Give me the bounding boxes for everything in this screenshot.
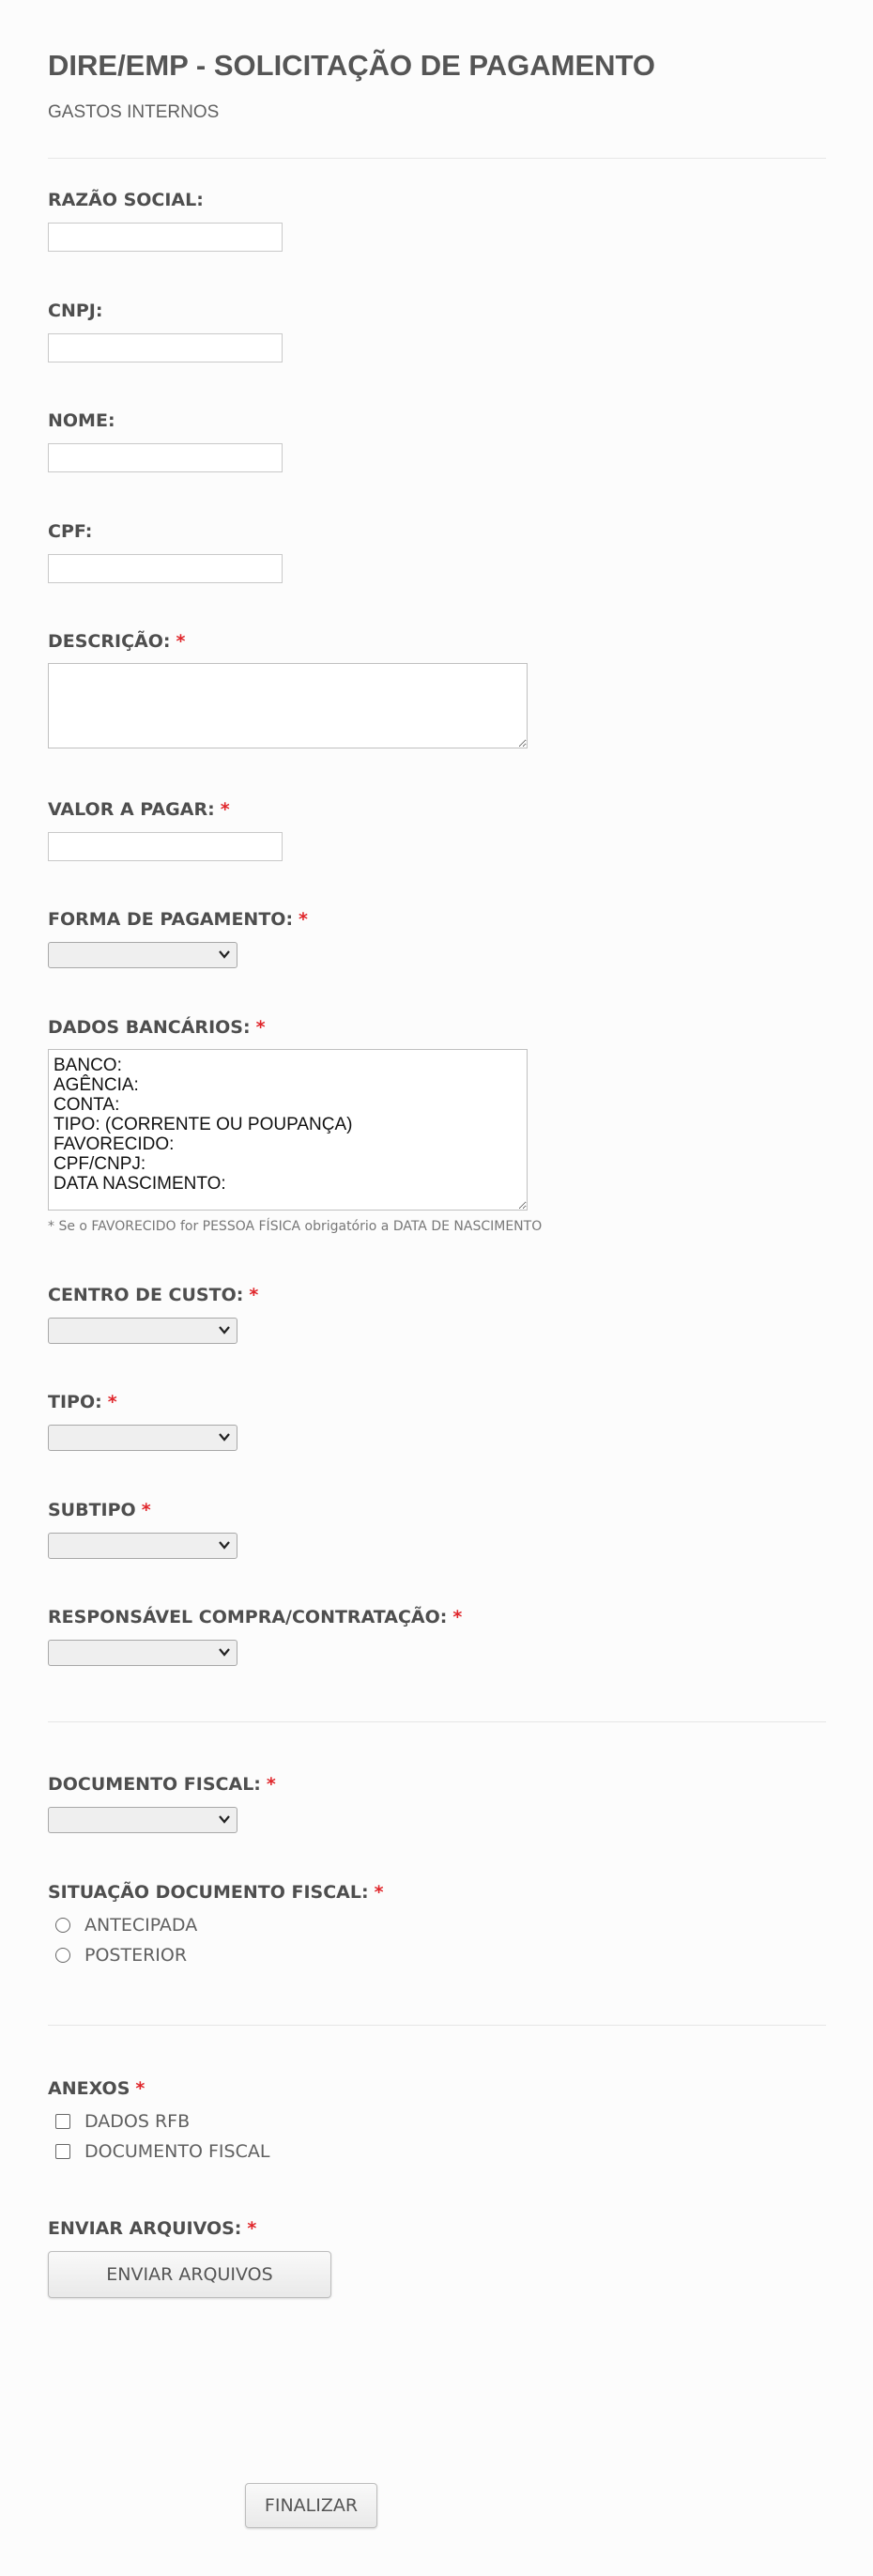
form-title: DIRE/EMP - SOLICITAÇÃO DE PAGAMENTO <box>48 49 656 82</box>
checkbox[interactable] <box>55 2114 70 2129</box>
chevron-down-icon <box>218 948 231 961</box>
required-marker: * <box>141 1500 151 1520</box>
chevron-down-icon <box>218 1323 231 1336</box>
situacao-documento-fiscal-label: SITUAÇÃO DOCUMENTO FISCAL: * <box>48 1882 384 1903</box>
responsavel-label: RESPONSÁVEL COMPRA/CONTRATAÇÃO: * <box>48 1607 463 1627</box>
descricao-label: DESCRIÇÃO: * <box>48 631 186 652</box>
dados-bancarios-textarea[interactable] <box>48 1049 528 1211</box>
section-divider <box>48 1721 826 1722</box>
cpf-label: CPF: <box>48 521 93 542</box>
razao-social-label: RAZÃO SOCIAL: <box>48 190 204 210</box>
dados-bancarios-label: DADOS BANCÁRIOS: * <box>48 1017 266 1038</box>
chevron-down-icon <box>218 1430 231 1443</box>
centro-de-custo-label: CENTRO DE CUSTO: * <box>48 1285 259 1305</box>
required-marker: * <box>135 2078 146 2099</box>
radio-button[interactable] <box>55 1918 70 1933</box>
upload-files-button[interactable] <box>48 2251 331 2298</box>
radio-button[interactable] <box>55 1948 70 1963</box>
required-marker: * <box>255 1017 266 1038</box>
required-marker: * <box>374 1882 384 1903</box>
forma-de-pagamento-label: FORMA DE PAGAMENTO: * <box>48 909 308 930</box>
header-divider <box>48 158 826 159</box>
checkbox-label: DOCUMENTO FISCAL <box>84 2141 270 2162</box>
responsavel-select[interactable] <box>48 1640 237 1666</box>
dados-bancarios-help: * Se o FAVORECIDO for PESSOA FÍSICA obrigatório a DATA DE NASCIMENTO <box>48 1219 543 1234</box>
nome-label: NOME: <box>48 410 115 431</box>
valor-a-pagar-input[interactable] <box>48 832 283 861</box>
enviar-arquivos-label: ENVIAR ARQUIVOS: * <box>48 2218 257 2239</box>
required-marker: * <box>249 1285 259 1305</box>
submit-button-label: FINALIZAR <box>264 2495 359 2516</box>
subtipo-select[interactable] <box>48 1533 237 1559</box>
tipo-select[interactable] <box>48 1425 237 1451</box>
nome-input[interactable] <box>48 443 283 472</box>
section-divider <box>48 2025 826 2026</box>
required-marker: * <box>107 1392 117 1412</box>
cnpj-input[interactable] <box>48 333 283 362</box>
form-subtitle: GASTOS INTERNOS <box>48 102 220 122</box>
forma-de-pagamento-select[interactable] <box>48 942 237 968</box>
centro-de-custo-select[interactable] <box>48 1318 237 1344</box>
tipo-label: TIPO: * <box>48 1392 117 1412</box>
upload-files-button-label: ENVIAR ARQUIVOS <box>106 2264 273 2285</box>
radio-label: ANTECIPADA <box>84 1915 198 1936</box>
valor-a-pagar-label: VALOR A PAGAR: * <box>48 799 230 820</box>
razao-social-input[interactable] <box>48 223 283 252</box>
required-marker: * <box>176 631 186 652</box>
required-marker: * <box>452 1607 463 1627</box>
required-marker: * <box>220 799 230 820</box>
chevron-down-icon <box>218 1538 231 1551</box>
subtipo-label: SUBTIPO * <box>48 1500 151 1520</box>
required-marker: * <box>247 2218 257 2239</box>
anexos-label: ANEXOS * <box>48 2078 146 2099</box>
documento-fiscal-label: DOCUMENTO FISCAL: * <box>48 1774 276 1795</box>
checkbox-label: DADOS RFB <box>84 2111 191 2132</box>
chevron-down-icon <box>218 1645 231 1658</box>
descricao-textarea[interactable] <box>48 663 528 748</box>
required-marker: * <box>266 1774 276 1795</box>
chevron-down-icon <box>218 1812 231 1826</box>
documento-fiscal-select[interactable] <box>48 1807 237 1833</box>
cpf-input[interactable] <box>48 554 283 583</box>
radio-label: POSTERIOR <box>84 1945 188 1966</box>
checkbox[interactable] <box>55 2144 70 2159</box>
required-marker: * <box>299 909 308 930</box>
cnpj-label: CNPJ: <box>48 301 103 321</box>
submit-button[interactable] <box>245 2483 377 2528</box>
